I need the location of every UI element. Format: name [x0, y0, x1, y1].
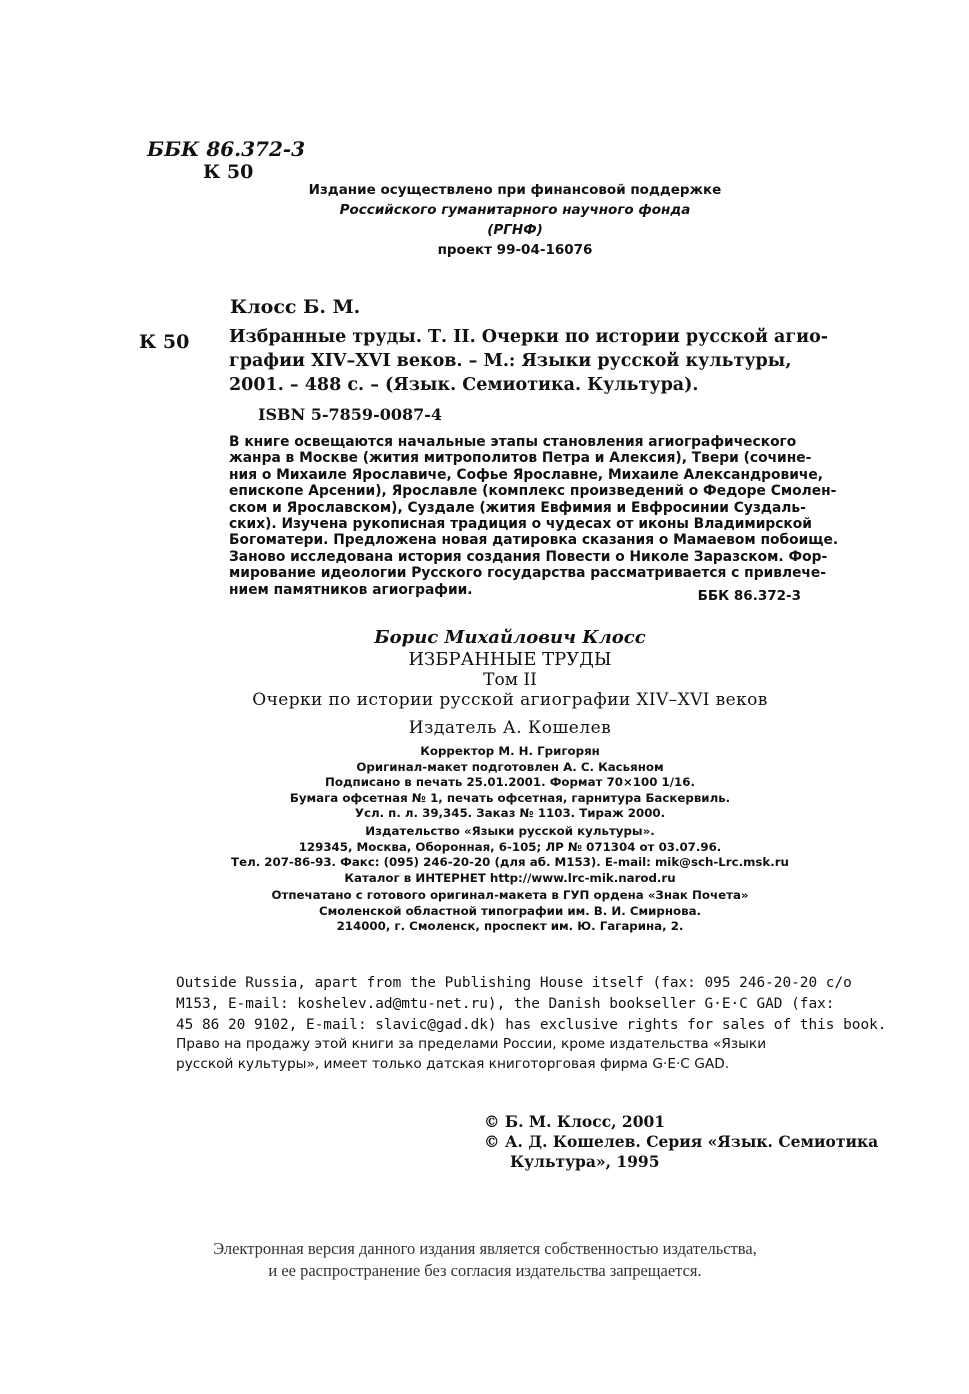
- abstract-line: ния о Михаиле Ярославиче, Софье Ярославне, Михаиле Александровиче,: [229, 466, 823, 483]
- abstract-line: ском и Ярославском), Суздале (жития Евфимия и Евфросинии Суздаль-: [229, 499, 806, 516]
- abstract-line: жанра в Москве (жития митрополитов Петра и Алексия), Твери (сочине-: [229, 450, 812, 467]
- imprint-line: Оригинал-макет подготовлен А. С. Касьяном: [356, 759, 664, 774]
- abstract-line: Богоматери. Предложена новая датировка сказания о Мамаевом побоище.: [229, 532, 839, 549]
- grant-fund-abbr: (РГНФ): [487, 222, 543, 238]
- book-volume: Том II: [483, 670, 537, 690]
- abstract-line: В книге освещаются начальные этапы становления агиографического: [229, 434, 797, 450]
- author-sign: К 50: [203, 161, 254, 183]
- grant-project: проект 99-04-16076: [437, 242, 593, 258]
- abstract-line: нием памятников агиографии.: [229, 581, 473, 598]
- book-author: Борис Михайлович Клосс: [374, 627, 646, 648]
- biblio-line: Избранные труды. Т. II. Очерки по истории русской агио-: [229, 327, 829, 347]
- imprint-line: Смоленской областной типографии им. В. И. Смирнова.: [318, 903, 702, 918]
- bbk-code-bottom: ББК 86.372-3: [697, 588, 801, 604]
- rights-line: 45 86 20 9102, E-mail: slavic@gad.dk) has exclusive rights for sales of this book.: [176, 1017, 887, 1033]
- imprint-printer: [160, 888, 860, 935]
- grant-line: Издание осуществлено при финансовой поддержке: [308, 182, 722, 198]
- copyright-line: © А. Д. Кошелев. Серия «Язык. Семиотика: [484, 1132, 879, 1151]
- notice-line: и ее распространение без согласия издательства запрещается.: [268, 1261, 702, 1280]
- imprint-line: Издательство «Языки русской культуры».: [365, 824, 655, 838]
- imprint-line: Каталог в ИНТЕРНЕТ http://www.lrc-mik.narod.ru: [344, 870, 676, 885]
- foreign-rights-en: [176, 973, 887, 1036]
- biblio-line: графии XIV–XVI веков. – М.: Языки русской культуры,: [229, 351, 792, 371]
- grant-fund-name: Российского гуманитарного научного фонда: [339, 202, 691, 218]
- imprint-line: 129345, Москва, Оборонная, 6-105; ЛР № 071304 от 03.07.96.: [298, 839, 722, 854]
- imprint-publisher: [160, 824, 860, 886]
- author-heading: Клосс Б. М.: [230, 296, 361, 318]
- isbn: ISBN 5-7859-0087-4: [258, 405, 443, 424]
- grant-notice: [260, 180, 770, 260]
- imprint-production: [160, 744, 860, 822]
- notice-line: Электронная версия данного издания является собственностью издательства,: [213, 1239, 757, 1258]
- book-subtitle: Очерки по истории русской агиографии XIV–XVI веков: [252, 690, 768, 710]
- imprint-line: Корректор М. Н. Григорян: [420, 744, 600, 758]
- abstract-line: ских). Изучена рукописная традиция о чудесах от иконы Владимирской: [229, 516, 812, 533]
- rights-line: русской культуры», имеет только датская книготорговая фирма G·E·C GAD.: [176, 1056, 730, 1072]
- abstract-line: епископе Арсении), Ярославле (комплекс произведений о Федоре Смолен-: [229, 483, 837, 500]
- imprint-line: Тел. 207-86-93. Факс: (095) 246-20-20 (для аб. М153). E-mail: mik@sch-Lrc.msk.ru: [231, 855, 789, 869]
- abstract-line: Заново исследована история создания Повести о Николе Заразском. Фор-: [229, 548, 828, 565]
- imprint-line: Бумага офсетная № 1, печать офсетная, гарнитура Баскервиль.: [289, 790, 731, 805]
- imprint-line: Отпечатано с готового оригинал-макета в ГУП ордена «Знак Почета»: [271, 888, 749, 902]
- bibliographic-description: [229, 325, 829, 397]
- abstract-line: мирование идеологии Русского государства рассматривается с привлече-: [229, 565, 826, 582]
- imprint-line: Подписано в печать 25.01.2001. Формат 70×100 1/16.: [325, 775, 695, 789]
- foreign-rights-ru: [176, 1034, 836, 1074]
- electronic-version-notice: [110, 1238, 860, 1282]
- bbk-code: ББК 86.372-3: [147, 137, 306, 161]
- rights-line: Право на продажу этой книги за пределами России, кроме издательства «Языки: [176, 1036, 767, 1052]
- imprint-line: Усл. п. л. 39,345. Заказ № 1103. Тираж 2000.: [354, 806, 666, 820]
- imprint-line: 214000, г. Смоленск, проспект им. Ю. Гагарина, 2.: [336, 919, 684, 933]
- side-author-sign: К 50: [139, 331, 190, 353]
- abstract: [229, 434, 839, 598]
- rights-line: M153, E-mail: koshelev.ad@mtu-net.ru), the Danish bookseller G·E·C GAD (fax:: [176, 996, 835, 1012]
- book-title: ИЗБРАННЫЕ ТРУДЫ: [408, 649, 612, 670]
- rights-line: Outside Russia, apart from the Publishing House itself (fax: 095 246-20-20 c/o: [176, 975, 852, 991]
- copyright-line: Культура», 1995: [510, 1152, 660, 1171]
- copyright-block: [484, 1112, 878, 1172]
- biblio-line: 2001. – 488 с. – (Язык. Семиотика. Культура).: [229, 375, 699, 395]
- publisher: Издатель А. Кошелев: [408, 718, 612, 738]
- copyright-line: © Б. М. Клосс, 2001: [484, 1112, 666, 1131]
